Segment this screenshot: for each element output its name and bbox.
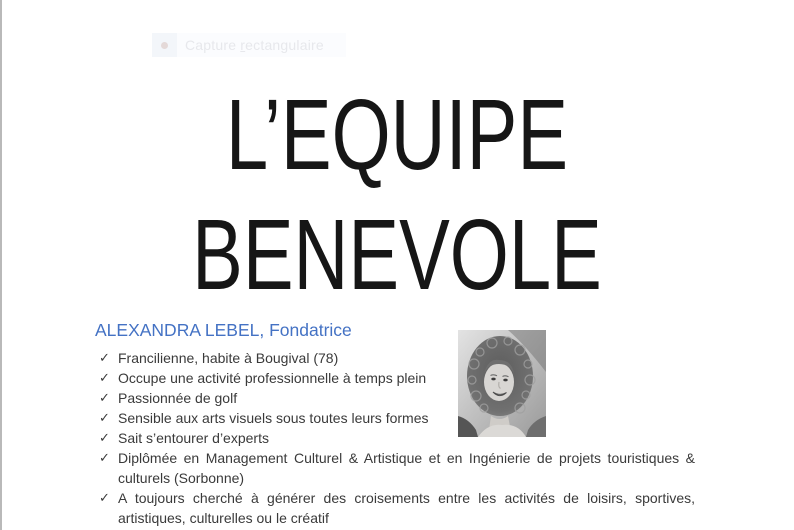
list-item (95, 428, 695, 448)
portrait-photo (458, 330, 546, 437)
profile-list (95, 348, 695, 528)
checkmark-icon: ✓ (99, 430, 110, 445)
capture-rectangular-menu-item[interactable] (152, 33, 346, 57)
list-item (95, 388, 695, 408)
checkmark-icon: ✓ (99, 390, 110, 405)
checkmark-icon: ✓ (99, 410, 110, 425)
checkmark-icon: ✓ (99, 350, 110, 365)
list-item-text: Occupe une activité professionnelle à temps plein (118, 370, 427, 386)
capture-label-suffix: ectangulaire (245, 37, 324, 53)
list-item (95, 448, 695, 488)
section-heading: ALEXANDRA LEBEL, Fondatrice (95, 320, 352, 340)
list-item (95, 408, 695, 428)
capture-label-accelerator: r (240, 37, 246, 53)
document-title (0, 75, 794, 315)
checkmark-icon: ✓ (99, 450, 110, 465)
list-item (95, 348, 695, 368)
title-line-2: BENEVOLE (192, 199, 602, 311)
list-item-text: Francilienne, habite à Bougival (78) (118, 350, 339, 366)
capture-dot-icon (161, 42, 168, 49)
list-item-text: Sensible aux arts visuels sous toutes leurs formes (118, 410, 429, 426)
list-item (95, 488, 695, 528)
list-item (95, 368, 695, 388)
list-item-text: Sait s’entourer d’experts (118, 430, 269, 446)
checkmark-icon: ✓ (99, 370, 110, 385)
title-line-1: L’EQUIPE (225, 79, 569, 191)
checkmark-icon: ✓ (99, 490, 110, 505)
list-item-text: A toujours cherché à générer des croisements entre les activités de loisirs, sportives, artistiques, culturelles ou le créatif (118, 490, 695, 526)
list-item-text: Diplômée en Management Culturel & Artistique et en Ingénierie de projets touristiques & culturels (Sorbonne) (118, 450, 695, 486)
capture-menu-label (185, 37, 324, 53)
capture-shape-icon (152, 33, 177, 57)
list-item-text: Passionnée de golf (118, 390, 238, 406)
capture-label-prefix: Capture (185, 37, 241, 53)
